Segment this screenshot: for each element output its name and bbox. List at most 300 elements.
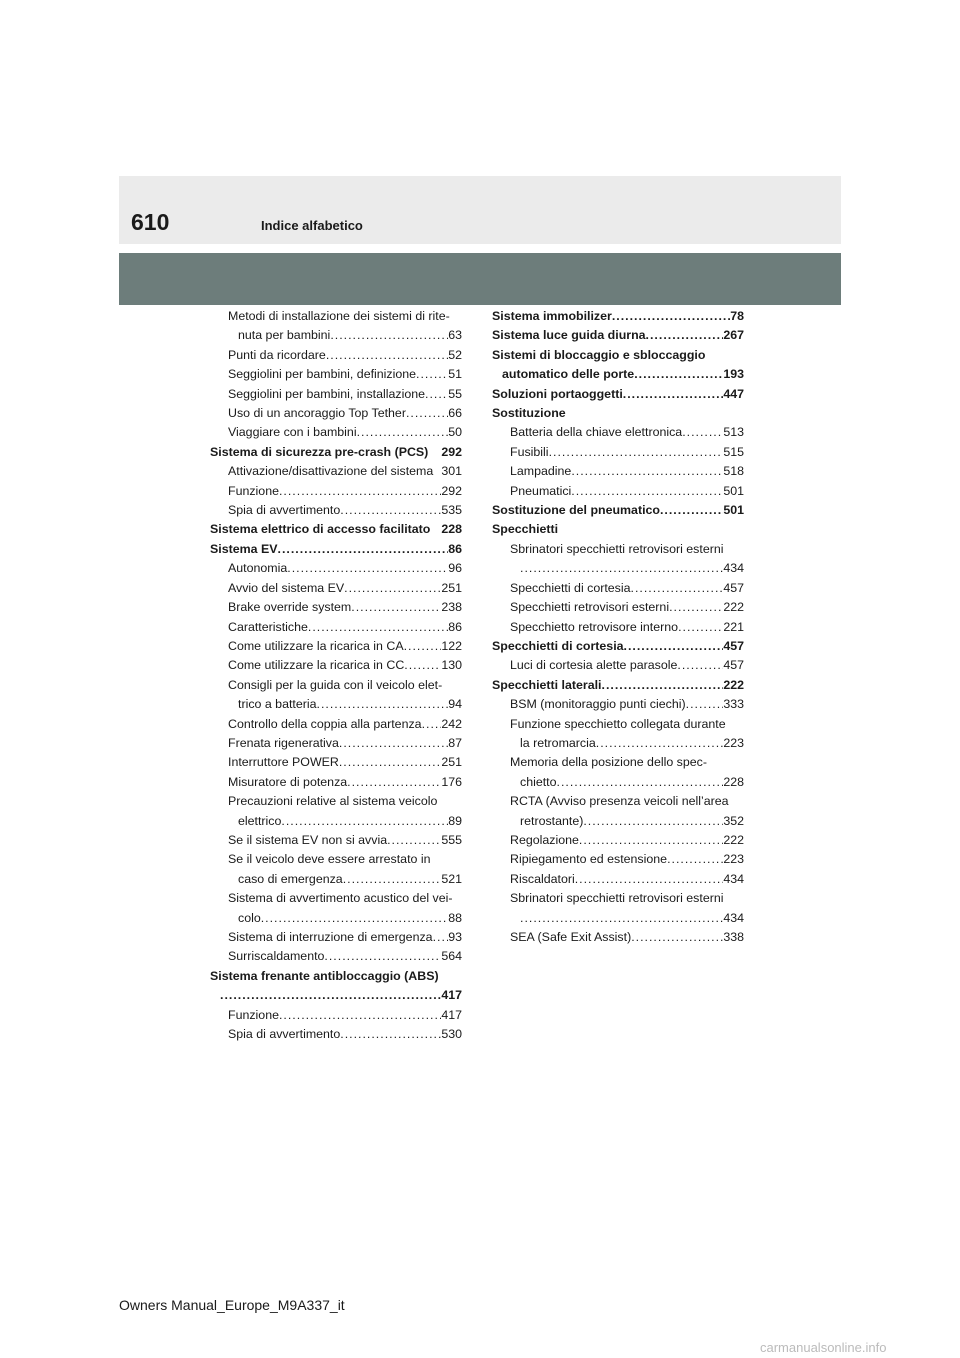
index-entry-text: Specchietti di cortesia xyxy=(492,638,624,653)
page-reference: 518 xyxy=(723,464,744,479)
index-entry-text: Come utilizzare la ricarica in CA xyxy=(228,638,404,653)
index-entry-row xyxy=(510,656,744,675)
page-reference: 63 xyxy=(448,328,462,343)
index-entry-text: Sostituzione del pneumatico xyxy=(492,503,660,518)
index-entry xyxy=(210,1006,462,1025)
index-entry xyxy=(210,715,462,734)
index-entry-row xyxy=(228,637,462,656)
index-entry-row xyxy=(228,812,462,831)
index-entry xyxy=(210,443,462,462)
page-reference: 94 xyxy=(448,697,462,712)
index-entry xyxy=(210,579,462,598)
leader-dots xyxy=(571,482,723,501)
page-reference: 515 xyxy=(723,444,744,459)
index-entry xyxy=(210,676,462,715)
index-entry-row xyxy=(210,520,462,539)
index-entry xyxy=(492,404,744,423)
page-reference: 434 xyxy=(723,561,744,576)
index-entry-row xyxy=(228,773,462,792)
index-entry-text: chietto xyxy=(520,774,557,789)
index-entry-row xyxy=(510,773,744,792)
page-reference: 78 xyxy=(730,309,744,323)
index-entry-text: Specchietti laterali xyxy=(492,677,602,692)
page-reference: 242 xyxy=(441,716,462,731)
index-entry-text: Sistema EV xyxy=(210,541,278,556)
leader-dots xyxy=(422,715,442,734)
index-entry-text: Interruttore POWER xyxy=(228,755,339,770)
page-reference: 223 xyxy=(723,852,744,867)
index-entry-row xyxy=(210,443,462,462)
leader-dots xyxy=(339,753,441,772)
leader-dots xyxy=(326,346,448,365)
header-bar xyxy=(119,253,841,305)
index-entry-text: Funzione xyxy=(228,483,279,498)
page-reference: 457 xyxy=(723,580,744,595)
page-reference: 447 xyxy=(723,386,744,401)
leader-dots xyxy=(631,579,724,598)
page-reference: 130 xyxy=(441,658,462,673)
index-entry xyxy=(492,598,744,617)
index-entry-text: Memoria della posizione dello spec- xyxy=(510,755,707,770)
leader-dots xyxy=(520,909,723,928)
page-reference: 89 xyxy=(448,813,462,828)
index-entry xyxy=(210,404,462,423)
index-entry xyxy=(492,443,744,462)
index-entry-row xyxy=(228,1025,462,1044)
page-reference: 222 xyxy=(723,600,744,615)
index-entry xyxy=(210,423,462,442)
index-entry-text: Spia di avvertimento xyxy=(228,1027,341,1042)
index-entry-row xyxy=(228,618,462,637)
page-reference: 193 xyxy=(723,367,744,382)
leader-dots xyxy=(433,928,449,947)
index-entry xyxy=(492,579,744,598)
index-entry-text: trico a batteria xyxy=(238,697,317,712)
leader-dots xyxy=(281,812,448,831)
leader-dots xyxy=(324,947,441,966)
index-entry-text: nuta per bambini xyxy=(238,328,331,343)
leader-dots xyxy=(340,1025,441,1044)
index-entry xyxy=(492,792,744,831)
index-entry-text: Sistema di avvertimento acustico del vei- xyxy=(228,891,453,906)
index-entry-row xyxy=(228,423,462,442)
index-entry-text: Sistema frenante antibloccaggio (ABS) xyxy=(210,968,439,983)
leader-dots xyxy=(646,326,724,345)
leader-dots xyxy=(387,831,441,850)
page-reference: 52 xyxy=(448,347,462,362)
index-entry-row xyxy=(228,909,462,928)
index-entry-row xyxy=(510,443,744,462)
index-entry-row xyxy=(228,1006,462,1025)
page-reference: 238 xyxy=(441,600,462,615)
index-entry-text: Sistema di sicurezza pre-crash (PCS) xyxy=(210,444,429,459)
page-reference: 292 xyxy=(441,444,462,459)
leader-dots xyxy=(220,986,441,1005)
page-reference: 223 xyxy=(723,735,744,750)
leader-dots xyxy=(602,676,724,695)
index-entry-text: RCTA (Avviso presenza veicoli nell’area xyxy=(510,794,729,809)
index-entry xyxy=(210,540,462,559)
index-entry xyxy=(492,656,744,675)
leader-dots xyxy=(308,618,448,637)
leader-dots xyxy=(317,695,449,714)
index-entry xyxy=(492,501,744,520)
index-entry-row xyxy=(210,540,462,559)
index-entry-row xyxy=(228,734,462,753)
page-reference: 457 xyxy=(723,638,744,653)
leader-dots xyxy=(678,618,723,637)
page-reference: 86 xyxy=(448,619,462,634)
index-entry-row xyxy=(228,462,462,481)
leader-dots xyxy=(660,501,723,520)
index-entry-row xyxy=(510,928,744,947)
index-entry-row xyxy=(510,598,744,617)
index-entry-text: Sbrinatori specchietti retrovisori esterni xyxy=(510,541,724,556)
index-entry-text: Sistema elettrico di accesso facilitato xyxy=(210,522,431,537)
header-band xyxy=(119,176,841,244)
index-entry-row xyxy=(510,482,744,501)
index-entry-text: Sostituzione xyxy=(492,406,566,421)
leader-dots xyxy=(557,773,724,792)
page-reference: 513 xyxy=(723,425,744,440)
index-entry xyxy=(210,889,462,928)
index-entry-text: la retromarcia xyxy=(520,735,596,750)
index-entry-text: Misuratore di potenza xyxy=(228,774,348,789)
leader-dots xyxy=(549,443,724,462)
index-entry-text: Seggiolini per bambini, installazione xyxy=(228,386,425,401)
index-entry-row xyxy=(228,326,462,345)
index-entry-row xyxy=(510,870,744,889)
index-entry-row xyxy=(228,715,462,734)
page-reference: 333 xyxy=(723,697,744,712)
page-reference: 251 xyxy=(441,755,462,770)
index-entry-row xyxy=(510,579,744,598)
leader-dots xyxy=(686,695,724,714)
index-entry xyxy=(210,1025,462,1044)
page-reference: 122 xyxy=(441,638,462,653)
leader-dots xyxy=(631,928,723,947)
index-entry-text: Ripiegamento ed estensione xyxy=(510,852,668,867)
index-entry xyxy=(210,501,462,520)
page-reference: 221 xyxy=(723,619,744,634)
page-reference: 338 xyxy=(723,930,744,944)
index-entry-row xyxy=(228,928,462,947)
leader-dots xyxy=(279,482,441,501)
page-reference: 267 xyxy=(723,328,744,343)
leader-dots xyxy=(278,540,449,559)
index-entry xyxy=(210,520,462,539)
index-entry xyxy=(210,637,462,656)
index-entry-text: SEA (Safe Exit Assist) xyxy=(510,930,632,944)
index-entry-text: Luci di cortesia alette parasole xyxy=(510,658,678,673)
index-entry-row xyxy=(228,385,462,404)
index-entry-row xyxy=(492,637,744,656)
leader-dots xyxy=(404,637,442,656)
index-entry-row xyxy=(510,423,744,442)
index-entry xyxy=(210,559,462,578)
leader-dots xyxy=(340,501,441,520)
leader-dots xyxy=(425,385,448,404)
index-entry-row xyxy=(228,753,462,772)
index-entry-text: Autonomia xyxy=(228,561,288,576)
index-entry-text: caso di emergenza xyxy=(238,871,343,886)
index-entry-text: Sistema immobilizer xyxy=(492,309,612,323)
index-entry-row xyxy=(228,695,462,714)
index-entry-text: Frenata rigenerativa xyxy=(228,735,339,750)
page-reference: 352 xyxy=(723,813,744,828)
index-entry xyxy=(492,870,744,889)
index-entry-text: Riscaldatori xyxy=(510,871,575,886)
page-reference: 530 xyxy=(441,1027,462,1042)
index-entry-row xyxy=(492,326,744,345)
index-entry-row xyxy=(492,676,744,695)
index-entry-text: Seggiolini per bambini, definizione xyxy=(228,367,417,382)
leader-dots xyxy=(416,365,448,384)
index-entry xyxy=(210,618,462,637)
index-entry-text: colo xyxy=(238,910,261,925)
index-entry xyxy=(210,850,462,889)
leader-dots xyxy=(634,365,723,384)
index-entry-text: Specchietti xyxy=(492,522,559,537)
index-entry-row xyxy=(492,385,744,404)
index-entry xyxy=(492,637,744,656)
page-reference: 176 xyxy=(441,774,462,789)
page-reference: 501 xyxy=(723,483,744,498)
index-entry xyxy=(492,346,744,385)
leader-dots xyxy=(344,579,441,598)
index-entry-text: Attivazione/disattivazione del sistema xyxy=(228,464,434,479)
leader-dots xyxy=(583,812,723,831)
page-reference: 434 xyxy=(723,910,744,925)
index-entry xyxy=(492,753,744,792)
index-entry-text: Funzione xyxy=(228,1007,279,1022)
index-entry-row xyxy=(228,559,462,578)
index-entry-row xyxy=(510,909,744,928)
index-entry xyxy=(210,792,462,831)
leader-dots xyxy=(351,598,441,617)
index-entry-row xyxy=(228,598,462,617)
index-entry xyxy=(492,520,744,539)
page-reference: 301 xyxy=(441,464,462,479)
index-entry-row xyxy=(228,404,462,423)
page-reference: 50 xyxy=(448,425,462,440)
page-reference: 51 xyxy=(448,367,462,382)
index-entry-text: retrostante) xyxy=(520,813,584,828)
index-entry xyxy=(492,831,744,850)
index-entry xyxy=(210,947,462,966)
page-reference: 564 xyxy=(441,949,462,964)
index-entry-row xyxy=(228,501,462,520)
page-reference: 222 xyxy=(723,832,744,847)
leader-dots xyxy=(520,559,723,578)
page-reference: 292 xyxy=(441,483,462,498)
page-reference: 66 xyxy=(448,406,462,421)
leader-dots xyxy=(612,307,730,326)
index-entry-row xyxy=(228,947,462,966)
leader-dots xyxy=(279,1006,441,1025)
page-reference: 86 xyxy=(448,541,462,556)
index-entry-row xyxy=(210,986,462,1005)
page-reference: 555 xyxy=(441,832,462,847)
index-entry xyxy=(492,307,744,326)
index-entry-row xyxy=(510,462,744,481)
index-entry xyxy=(210,385,462,404)
index-entry-text: Sbrinatori specchietti retrovisori esterni xyxy=(510,891,724,906)
index-entry-text: Soluzioni portaoggetti xyxy=(492,386,623,401)
index-entry xyxy=(210,598,462,617)
index-entry-text: Punti da ricordare xyxy=(228,347,326,362)
index-entry xyxy=(210,773,462,792)
index-entry xyxy=(210,753,462,772)
index-entry-text: Regolazione xyxy=(510,832,579,847)
leader-dots xyxy=(406,404,448,423)
index-entry-text: Se il sistema EV non si avvia xyxy=(228,832,388,847)
index-entry xyxy=(210,831,462,850)
index-entry xyxy=(492,423,744,442)
leader-dots xyxy=(261,909,448,928)
index-entry-text: Funzione specchietto collegata durante xyxy=(510,716,726,731)
index-entry-text: Controllo della coppia alla partenza xyxy=(228,716,422,731)
index-entry-row xyxy=(228,365,462,384)
index-entry-text: Batteria della chiave elettronica xyxy=(510,425,683,440)
index-entry-text: Pneumatici xyxy=(510,483,572,498)
leader-dots xyxy=(357,423,449,442)
index-entry-text: Consigli per la guida con il veicolo elet- xyxy=(228,677,443,692)
index-entry xyxy=(210,656,462,675)
page-reference: 88 xyxy=(448,910,462,925)
index-entry xyxy=(492,385,744,404)
index-entry xyxy=(492,850,744,869)
index-entry xyxy=(210,734,462,753)
index-entry-text: elettrico xyxy=(238,813,282,828)
index-entry-text: Avvio del sistema EV xyxy=(228,580,345,595)
index-entry-text: Caratteristiche xyxy=(228,619,308,634)
index-column-right xyxy=(492,307,744,947)
index-entry xyxy=(210,462,462,481)
page-reference: 501 xyxy=(723,503,744,518)
index-entry-row xyxy=(510,618,744,637)
index-entry xyxy=(210,365,462,384)
watermark: carmanualsonline.info xyxy=(760,1340,887,1355)
footer-text: Owners Manual_Europe_M9A337_it xyxy=(119,1297,345,1313)
index-entry xyxy=(492,482,744,501)
section-title: Indice alfabetico xyxy=(261,218,363,233)
page-reference: 93 xyxy=(448,930,462,944)
index-entry-text: Viaggiare con i bambini xyxy=(228,425,357,440)
page-reference: 417 xyxy=(441,1007,462,1022)
leader-dots xyxy=(624,637,724,656)
index-entry xyxy=(210,346,462,365)
index-entry-row xyxy=(492,404,744,423)
leader-dots xyxy=(287,559,448,578)
index-entry-row xyxy=(492,520,744,539)
index-entry-row xyxy=(510,812,744,831)
leader-dots xyxy=(579,831,723,850)
index-entry-text: Surriscaldamento xyxy=(228,949,325,964)
index-entry xyxy=(492,676,744,695)
index-entry-text: Specchietti retrovisori esterni xyxy=(510,600,670,615)
leader-dots xyxy=(571,462,723,481)
leader-dots xyxy=(623,385,724,404)
index-entry-row xyxy=(228,579,462,598)
page-number: 610 xyxy=(131,209,170,235)
index-entry xyxy=(492,889,744,928)
index-entry xyxy=(210,928,462,947)
index-entry xyxy=(210,967,462,1006)
index-entry-text: Metodi di installazione dei sistemi di rite- xyxy=(228,309,450,323)
leader-dots xyxy=(339,734,448,753)
leader-dots xyxy=(596,734,724,753)
index-entry-text: Brake override system xyxy=(228,600,352,615)
leader-dots xyxy=(347,773,441,792)
leader-dots xyxy=(677,656,723,675)
index-entry-row xyxy=(228,831,462,850)
index-entry-row xyxy=(228,346,462,365)
index-entry-text: Specchietti di cortesia xyxy=(510,580,631,595)
index-entry-row xyxy=(510,695,744,714)
index-entry-text: Sistema luce guida diurna xyxy=(492,328,646,343)
index-entry-text: Sistemi di bloccaggio e sbloccaggio xyxy=(492,347,706,362)
index-entry xyxy=(492,695,744,714)
index-entry xyxy=(492,540,744,579)
index-entry-text: Uso di un ancoraggio Top Tether xyxy=(228,406,406,421)
index-entry-text: BSM (monitoraggio punti ciechi) xyxy=(510,697,686,712)
leader-dots xyxy=(575,870,724,889)
index-entry xyxy=(492,326,744,345)
index-entry xyxy=(492,928,744,947)
index-entry-text: Lampadine xyxy=(510,464,572,479)
page-reference: 55 xyxy=(448,386,462,401)
page-reference: 521 xyxy=(441,871,462,886)
index-entry-text: Fusibili xyxy=(510,444,549,459)
index-entry-row xyxy=(510,559,744,578)
index-entry-row xyxy=(228,870,462,889)
page-reference: 228 xyxy=(441,522,462,537)
index-entry-row xyxy=(228,482,462,501)
index-entry-row xyxy=(510,734,744,753)
index-entry-row xyxy=(492,365,744,384)
index-entry-row xyxy=(510,850,744,869)
index-entry xyxy=(210,307,462,346)
index-entry-text: Spia di avvertimento xyxy=(228,503,341,518)
page-reference: 222 xyxy=(723,677,744,692)
page-reference: 228 xyxy=(723,774,744,789)
index-entry-text: Sistema di interruzione di emergenza xyxy=(228,930,433,944)
index-entry-row xyxy=(510,831,744,850)
index-entry-text: Specchietto retrovisore interno xyxy=(510,619,679,634)
page-reference: 434 xyxy=(723,871,744,886)
index-entry-text: Precauzioni relative al sistema veicolo xyxy=(228,794,438,809)
page-reference: 457 xyxy=(723,658,744,673)
leader-dots xyxy=(343,870,442,889)
index-entry-text: Come utilizzare la ricarica in CC xyxy=(228,658,405,673)
index-entry-row xyxy=(492,307,744,326)
page-reference: 535 xyxy=(441,503,462,518)
page-reference: 417 xyxy=(441,988,462,1003)
index-entry xyxy=(210,482,462,501)
leader-dots xyxy=(669,598,723,617)
index-entry xyxy=(492,618,744,637)
index-entry-text: Se il veicolo deve essere arrestato in xyxy=(228,852,431,867)
leader-dots xyxy=(330,326,448,345)
page-reference: 251 xyxy=(441,580,462,595)
index-entry-row xyxy=(228,656,462,675)
page-reference: 87 xyxy=(448,735,462,750)
index-entry xyxy=(492,715,744,754)
index-column-left xyxy=(210,307,462,1044)
index-entry xyxy=(492,462,744,481)
leader-dots xyxy=(667,850,723,869)
